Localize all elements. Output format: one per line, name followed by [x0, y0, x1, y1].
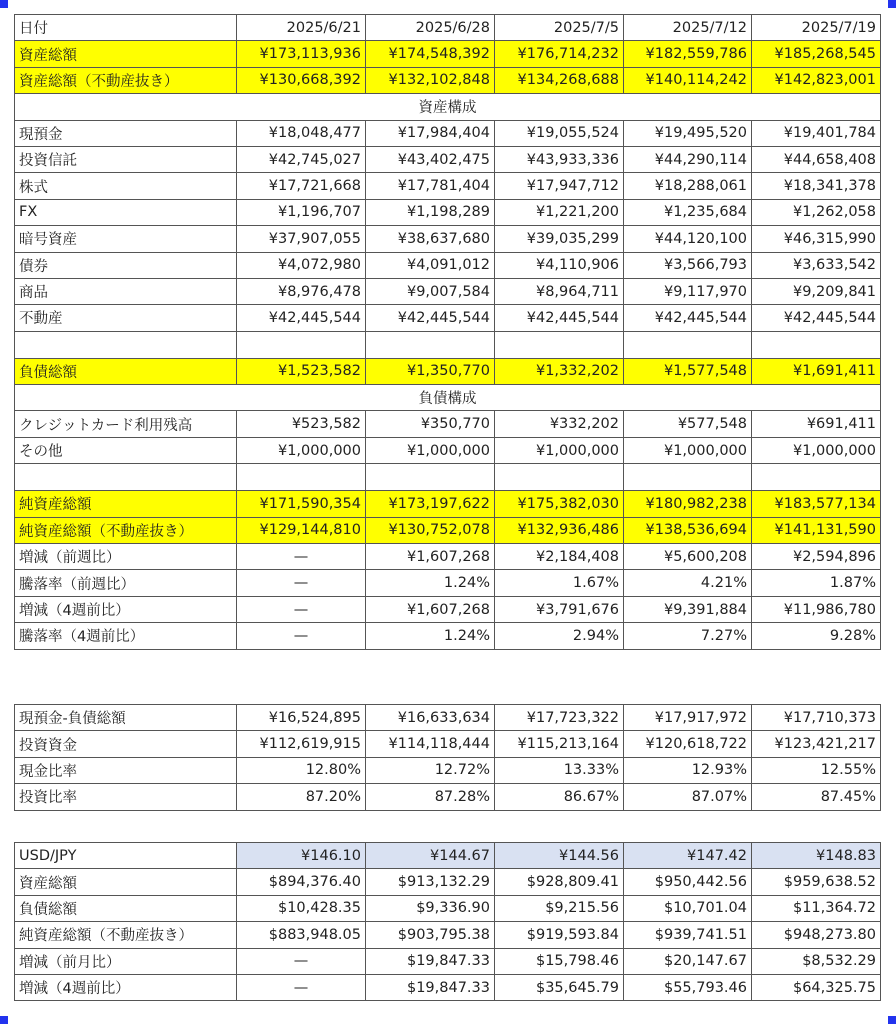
selection-handle-top-right[interactable] — [888, 0, 896, 8]
header-label[interactable]: 日付 — [15, 15, 237, 41]
table-row — [15, 305, 881, 331]
empty-cell[interactable] — [15, 331, 237, 358]
cell-value[interactable]: $959,638.52 — [752, 869, 881, 895]
row-label[interactable]: 投資信託 — [15, 146, 237, 172]
table-row — [15, 948, 881, 974]
section-header-row — [15, 94, 881, 120]
cell-value[interactable]: 87.28% — [366, 784, 495, 810]
cell-value[interactable]: 1.24% — [366, 623, 495, 649]
cell-value[interactable]: ¥17,917,972 — [624, 705, 752, 731]
cell-value[interactable]: ¥42,445,544 — [752, 305, 881, 331]
cell-value[interactable]: 7.27% — [624, 623, 752, 649]
cell-value[interactable]: ¥18,288,061 — [624, 173, 752, 199]
table-row — [15, 358, 881, 384]
cell-value[interactable]: $10,701.04 — [624, 895, 752, 921]
row-label[interactable]: 暗号資産 — [15, 226, 237, 252]
table-row — [15, 41, 881, 67]
cell-value[interactable]: $9,336.90 — [366, 895, 495, 921]
cell-value[interactable]: ¥19,055,524 — [495, 120, 624, 146]
cell-value[interactable]: — — [237, 596, 366, 622]
table-row — [15, 623, 881, 649]
cell-value[interactable]: $10,428.35 — [237, 895, 366, 921]
cell-value[interactable]: ¥1,000,000 — [752, 437, 881, 463]
cell-value[interactable]: ¥180,982,238 — [624, 491, 752, 517]
cash-ratio-table — [14, 704, 881, 811]
cell-value[interactable]: ¥523,582 — [237, 411, 366, 437]
cell-value[interactable]: 12.55% — [752, 757, 881, 783]
cell-value[interactable]: ¥171,590,354 — [237, 491, 366, 517]
cell-value[interactable]: ¥16,524,895 — [237, 705, 366, 731]
row-label[interactable]: 投資比率 — [15, 784, 237, 810]
cell-value[interactable]: — — [237, 948, 366, 974]
table-row — [15, 922, 881, 948]
cell-value[interactable]: ¥120,618,722 — [624, 731, 752, 757]
table-row — [15, 757, 881, 783]
cell-value[interactable]: ¥46,315,990 — [752, 226, 881, 252]
row-label[interactable]: 騰落率（前週比） — [15, 570, 237, 596]
cell-value[interactable]: — — [237, 623, 366, 649]
cell-value[interactable]: ¥42,745,027 — [237, 146, 366, 172]
row-label[interactable]: FX — [15, 199, 237, 225]
row-label[interactable]: 増減（前月比） — [15, 948, 237, 974]
cell-value[interactable]: ¥129,144,810 — [237, 517, 366, 543]
cell-value[interactable]: 1.67% — [495, 570, 624, 596]
cell-value[interactable]: 2.94% — [495, 623, 624, 649]
cell-value[interactable]: ¥42,445,544 — [495, 305, 624, 331]
cell-value[interactable]: ¥182,559,786 — [624, 41, 752, 67]
header-date[interactable]: 2025/7/5 — [495, 15, 624, 41]
row-label[interactable]: 現預金 — [15, 120, 237, 146]
cell-value[interactable]: ¥4,091,012 — [366, 252, 495, 278]
row-label[interactable]: 負債総額 — [15, 895, 237, 921]
cell-value[interactable]: ¥1,332,202 — [495, 358, 624, 384]
cell-value[interactable]: $894,376.40 — [237, 869, 366, 895]
cell-value[interactable]: ¥8,964,711 — [495, 278, 624, 304]
cell-value[interactable]: 12.80% — [237, 757, 366, 783]
fx-rate-value[interactable]: ¥148.83 — [752, 843, 881, 869]
row-label[interactable]: 商品 — [15, 278, 237, 304]
cell-value[interactable]: ¥350,770 — [366, 411, 495, 437]
header-date[interactable]: 2025/6/21 — [237, 15, 366, 41]
cell-value[interactable]: ¥691,411 — [752, 411, 881, 437]
cell-value[interactable]: ¥115,213,164 — [495, 731, 624, 757]
cell-value[interactable]: ¥18,341,378 — [752, 173, 881, 199]
row-label[interactable]: 増減（4週前比） — [15, 596, 237, 622]
cell-value[interactable]: — — [237, 974, 366, 1000]
cell-value[interactable]: ¥17,723,322 — [495, 705, 624, 731]
row-label[interactable]: 資産総額（不動産抜き） — [15, 67, 237, 93]
row-label[interactable]: 債券 — [15, 252, 237, 278]
empty-cell[interactable] — [624, 464, 752, 491]
cell-value[interactable]: ¥176,714,232 — [495, 41, 624, 67]
cell-value[interactable]: ¥42,445,544 — [624, 305, 752, 331]
table-row — [15, 120, 881, 146]
cell-value[interactable]: ¥132,936,486 — [495, 517, 624, 543]
row-label[interactable]: 投資資金 — [15, 731, 237, 757]
section-title-liability[interactable]: 負債構成 — [15, 385, 881, 411]
table-row — [15, 895, 881, 921]
cell-value[interactable]: ¥9,007,584 — [366, 278, 495, 304]
header-date[interactable]: 2025/6/28 — [366, 15, 495, 41]
row-label[interactable]: 株式 — [15, 173, 237, 199]
cell-value[interactable]: $939,741.51 — [624, 922, 752, 948]
table-row — [15, 570, 881, 596]
cell-value[interactable]: ¥44,290,114 — [624, 146, 752, 172]
table-row — [15, 252, 881, 278]
row-label[interactable]: USD/JPY — [15, 843, 237, 869]
row-label[interactable]: 資産総額 — [15, 869, 237, 895]
cell-value[interactable]: $35,645.79 — [495, 974, 624, 1000]
cell-value[interactable]: ¥39,035,299 — [495, 226, 624, 252]
table-row — [15, 173, 881, 199]
cell-value[interactable]: ¥38,637,680 — [366, 226, 495, 252]
cell-value[interactable]: ¥132,102,848 — [366, 67, 495, 93]
cell-value[interactable]: ¥1,000,000 — [366, 437, 495, 463]
empty-cell[interactable] — [495, 464, 624, 491]
cell-value[interactable]: $20,147.67 — [624, 948, 752, 974]
empty-row — [15, 464, 881, 491]
header-date[interactable]: 2025/7/12 — [624, 15, 752, 41]
cell-value[interactable]: ¥1,262,058 — [752, 199, 881, 225]
cell-value[interactable]: 9.28% — [752, 623, 881, 649]
empty-cell[interactable] — [15, 464, 237, 491]
cell-value[interactable]: ¥43,402,475 — [366, 146, 495, 172]
cell-value[interactable]: ¥2,594,896 — [752, 544, 881, 570]
cell-value[interactable]: ¥1,607,268 — [366, 596, 495, 622]
cell-value[interactable]: ¥112,619,915 — [237, 731, 366, 757]
cell-value[interactable]: $928,809.41 — [495, 869, 624, 895]
empty-cell[interactable] — [752, 331, 881, 358]
cell-value[interactable]: ¥17,781,404 — [366, 173, 495, 199]
cell-value[interactable]: ¥9,209,841 — [752, 278, 881, 304]
cell-value[interactable]: 12.93% — [624, 757, 752, 783]
fx-rate-value[interactable]: ¥144.56 — [495, 843, 624, 869]
usd-conversion-table — [14, 842, 881, 1001]
empty-cell[interactable] — [237, 331, 366, 358]
cell-value[interactable]: ¥1,691,411 — [752, 358, 881, 384]
cell-value[interactable]: $9,215.56 — [495, 895, 624, 921]
cell-value[interactable]: ¥4,110,906 — [495, 252, 624, 278]
row-label[interactable]: 純資産総額 — [15, 491, 237, 517]
cell-value[interactable]: ¥1,577,548 — [624, 358, 752, 384]
empty-cell[interactable] — [366, 464, 495, 491]
cell-value[interactable]: ¥1,235,684 — [624, 199, 752, 225]
table-row — [15, 437, 881, 463]
row-label[interactable]: 純資産総額（不動産抜き） — [15, 517, 237, 543]
fx-rate-value[interactable]: ¥144.67 — [366, 843, 495, 869]
cell-value[interactable]: $19,847.33 — [366, 948, 495, 974]
selection-handle-top-left[interactable] — [0, 0, 8, 8]
cell-value[interactable]: ¥19,495,520 — [624, 120, 752, 146]
cell-value[interactable]: — — [237, 544, 366, 570]
cell-value[interactable]: ¥577,548 — [624, 411, 752, 437]
cell-value[interactable]: $883,948.05 — [237, 922, 366, 948]
section-title-asset[interactable]: 資産構成 — [15, 94, 881, 120]
cell-value[interactable]: ¥16,633,634 — [366, 705, 495, 731]
cell-value[interactable]: ¥173,113,936 — [237, 41, 366, 67]
cell-value[interactable]: $950,442.56 — [624, 869, 752, 895]
cell-value[interactable]: ¥17,710,373 — [752, 705, 881, 731]
table-row — [15, 278, 881, 304]
cell-value[interactable]: ¥1,350,770 — [366, 358, 495, 384]
table-row — [15, 517, 881, 543]
cell-value[interactable]: ¥3,791,676 — [495, 596, 624, 622]
row-label[interactable]: 資産総額 — [15, 41, 237, 67]
table-row — [15, 705, 881, 731]
cell-value[interactable]: 87.45% — [752, 784, 881, 810]
cell-value[interactable]: ¥19,401,784 — [752, 120, 881, 146]
cell-value[interactable]: 87.20% — [237, 784, 366, 810]
cell-value[interactable]: ¥9,117,970 — [624, 278, 752, 304]
cell-value[interactable]: $948,273.80 — [752, 922, 881, 948]
cell-value[interactable]: ¥140,114,242 — [624, 67, 752, 93]
row-label[interactable]: 現預金-負債総額 — [15, 705, 237, 731]
cell-value[interactable]: ¥44,120,100 — [624, 226, 752, 252]
cell-value[interactable]: ¥183,577,134 — [752, 491, 881, 517]
table-row — [15, 199, 881, 225]
row-label[interactable]: 現金比率 — [15, 757, 237, 783]
table-row — [15, 784, 881, 810]
row-label[interactable]: 増減（前週比） — [15, 544, 237, 570]
cell-value[interactable]: ¥1,198,289 — [366, 199, 495, 225]
cell-value[interactable]: $15,798.46 — [495, 948, 624, 974]
cell-value[interactable]: ¥42,445,544 — [366, 305, 495, 331]
cell-value[interactable]: $903,795.38 — [366, 922, 495, 948]
table-row — [15, 869, 881, 895]
table-row — [15, 491, 881, 517]
cell-value[interactable]: ¥5,600,208 — [624, 544, 752, 570]
empty-cell[interactable] — [624, 331, 752, 358]
fx-rate-value[interactable]: ¥147.42 — [624, 843, 752, 869]
cell-value[interactable]: $19,847.33 — [366, 974, 495, 1000]
row-label[interactable]: クレジットカード利用残高 — [15, 411, 237, 437]
empty-cell[interactable] — [366, 331, 495, 358]
table-row — [15, 67, 881, 93]
cell-value[interactable]: ¥185,268,545 — [752, 41, 881, 67]
cell-value[interactable]: ¥173,197,622 — [366, 491, 495, 517]
cell-value[interactable]: ¥42,445,544 — [237, 305, 366, 331]
cell-value[interactable]: ¥3,566,793 — [624, 252, 752, 278]
cell-value[interactable]: 87.07% — [624, 784, 752, 810]
cell-value[interactable]: ¥2,184,408 — [495, 544, 624, 570]
section-header-row — [15, 385, 881, 411]
cell-value[interactable]: 1.87% — [752, 570, 881, 596]
cell-value[interactable]: 1.24% — [366, 570, 495, 596]
empty-row — [15, 331, 881, 358]
empty-cell[interactable] — [495, 331, 624, 358]
empty-cell[interactable] — [237, 464, 366, 491]
cell-value[interactable]: ¥1,523,582 — [237, 358, 366, 384]
cell-value[interactable]: 13.33% — [495, 757, 624, 783]
cell-value[interactable]: ¥142,823,001 — [752, 67, 881, 93]
cell-value[interactable]: 4.21% — [624, 570, 752, 596]
table-row — [15, 974, 881, 1000]
cell-value[interactable]: ¥141,131,590 — [752, 517, 881, 543]
cell-value[interactable]: $8,532.29 — [752, 948, 881, 974]
cell-value[interactable]: 12.72% — [366, 757, 495, 783]
cell-value[interactable]: ¥1,221,200 — [495, 199, 624, 225]
cell-value[interactable]: ¥138,536,694 — [624, 517, 752, 543]
cell-value[interactable]: ¥3,633,542 — [752, 252, 881, 278]
table-row — [15, 731, 881, 757]
table-row — [15, 544, 881, 570]
header-date[interactable]: 2025/7/19 — [752, 15, 881, 41]
cell-value[interactable]: ¥9,391,884 — [624, 596, 752, 622]
cell-value[interactable]: ¥130,668,392 — [237, 67, 366, 93]
table-row — [15, 411, 881, 437]
cell-value[interactable]: ¥175,382,030 — [495, 491, 624, 517]
cell-value[interactable]: ¥11,986,780 — [752, 596, 881, 622]
cell-value[interactable]: $64,325.75 — [752, 974, 881, 1000]
table-row — [15, 596, 881, 622]
header-row — [15, 15, 881, 41]
cell-value[interactable]: ¥134,268,688 — [495, 67, 624, 93]
cell-value[interactable]: ¥17,947,712 — [495, 173, 624, 199]
cell-value[interactable]: ¥18,048,477 — [237, 120, 366, 146]
cell-value[interactable]: $11,364.72 — [752, 895, 881, 921]
cell-value[interactable]: $913,132.29 — [366, 869, 495, 895]
fx-rate-value[interactable]: ¥146.10 — [237, 843, 366, 869]
cell-value[interactable]: ¥17,721,668 — [237, 173, 366, 199]
cell-value[interactable]: 86.67% — [495, 784, 624, 810]
cell-value[interactable]: ¥17,984,404 — [366, 120, 495, 146]
selection-handle-bottom-left[interactable] — [0, 1016, 8, 1024]
cell-value[interactable]: $919,593.84 — [495, 922, 624, 948]
row-label[interactable]: 負債総額 — [15, 358, 237, 384]
cell-value[interactable]: ¥1,000,000 — [495, 437, 624, 463]
row-label[interactable]: 不動産 — [15, 305, 237, 331]
cell-value[interactable]: ¥37,907,055 — [237, 226, 366, 252]
asset-summary-table — [14, 14, 881, 650]
cell-value[interactable]: ¥1,607,268 — [366, 544, 495, 570]
cell-value[interactable]: ¥44,658,408 — [752, 146, 881, 172]
row-label[interactable]: 増減（4週前比） — [15, 974, 237, 1000]
row-label[interactable]: 騰落率（4週前比） — [15, 623, 237, 649]
fx-rate-row — [15, 843, 881, 869]
selection-handle-bottom-right[interactable] — [888, 1016, 896, 1024]
cell-value[interactable]: ¥1,000,000 — [237, 437, 366, 463]
cell-value[interactable]: ¥123,421,217 — [752, 731, 881, 757]
cell-value[interactable]: ¥43,933,336 — [495, 146, 624, 172]
cell-value[interactable]: ¥174,548,392 — [366, 41, 495, 67]
cell-value[interactable]: ¥1,196,707 — [237, 199, 366, 225]
cell-value[interactable]: ¥8,976,478 — [237, 278, 366, 304]
empty-cell[interactable] — [752, 464, 881, 491]
cell-value[interactable]: ¥130,752,078 — [366, 517, 495, 543]
table-row — [15, 226, 881, 252]
cell-value[interactable]: — — [237, 570, 366, 596]
cell-value[interactable]: ¥114,118,444 — [366, 731, 495, 757]
table-row — [15, 146, 881, 172]
cell-value[interactable]: $55,793.46 — [624, 974, 752, 1000]
cell-value[interactable]: ¥4,072,980 — [237, 252, 366, 278]
row-label[interactable]: その他 — [15, 437, 237, 463]
cell-value[interactable]: ¥332,202 — [495, 411, 624, 437]
cell-value[interactable]: ¥1,000,000 — [624, 437, 752, 463]
row-label[interactable]: 純資産総額（不動産抜き） — [15, 922, 237, 948]
